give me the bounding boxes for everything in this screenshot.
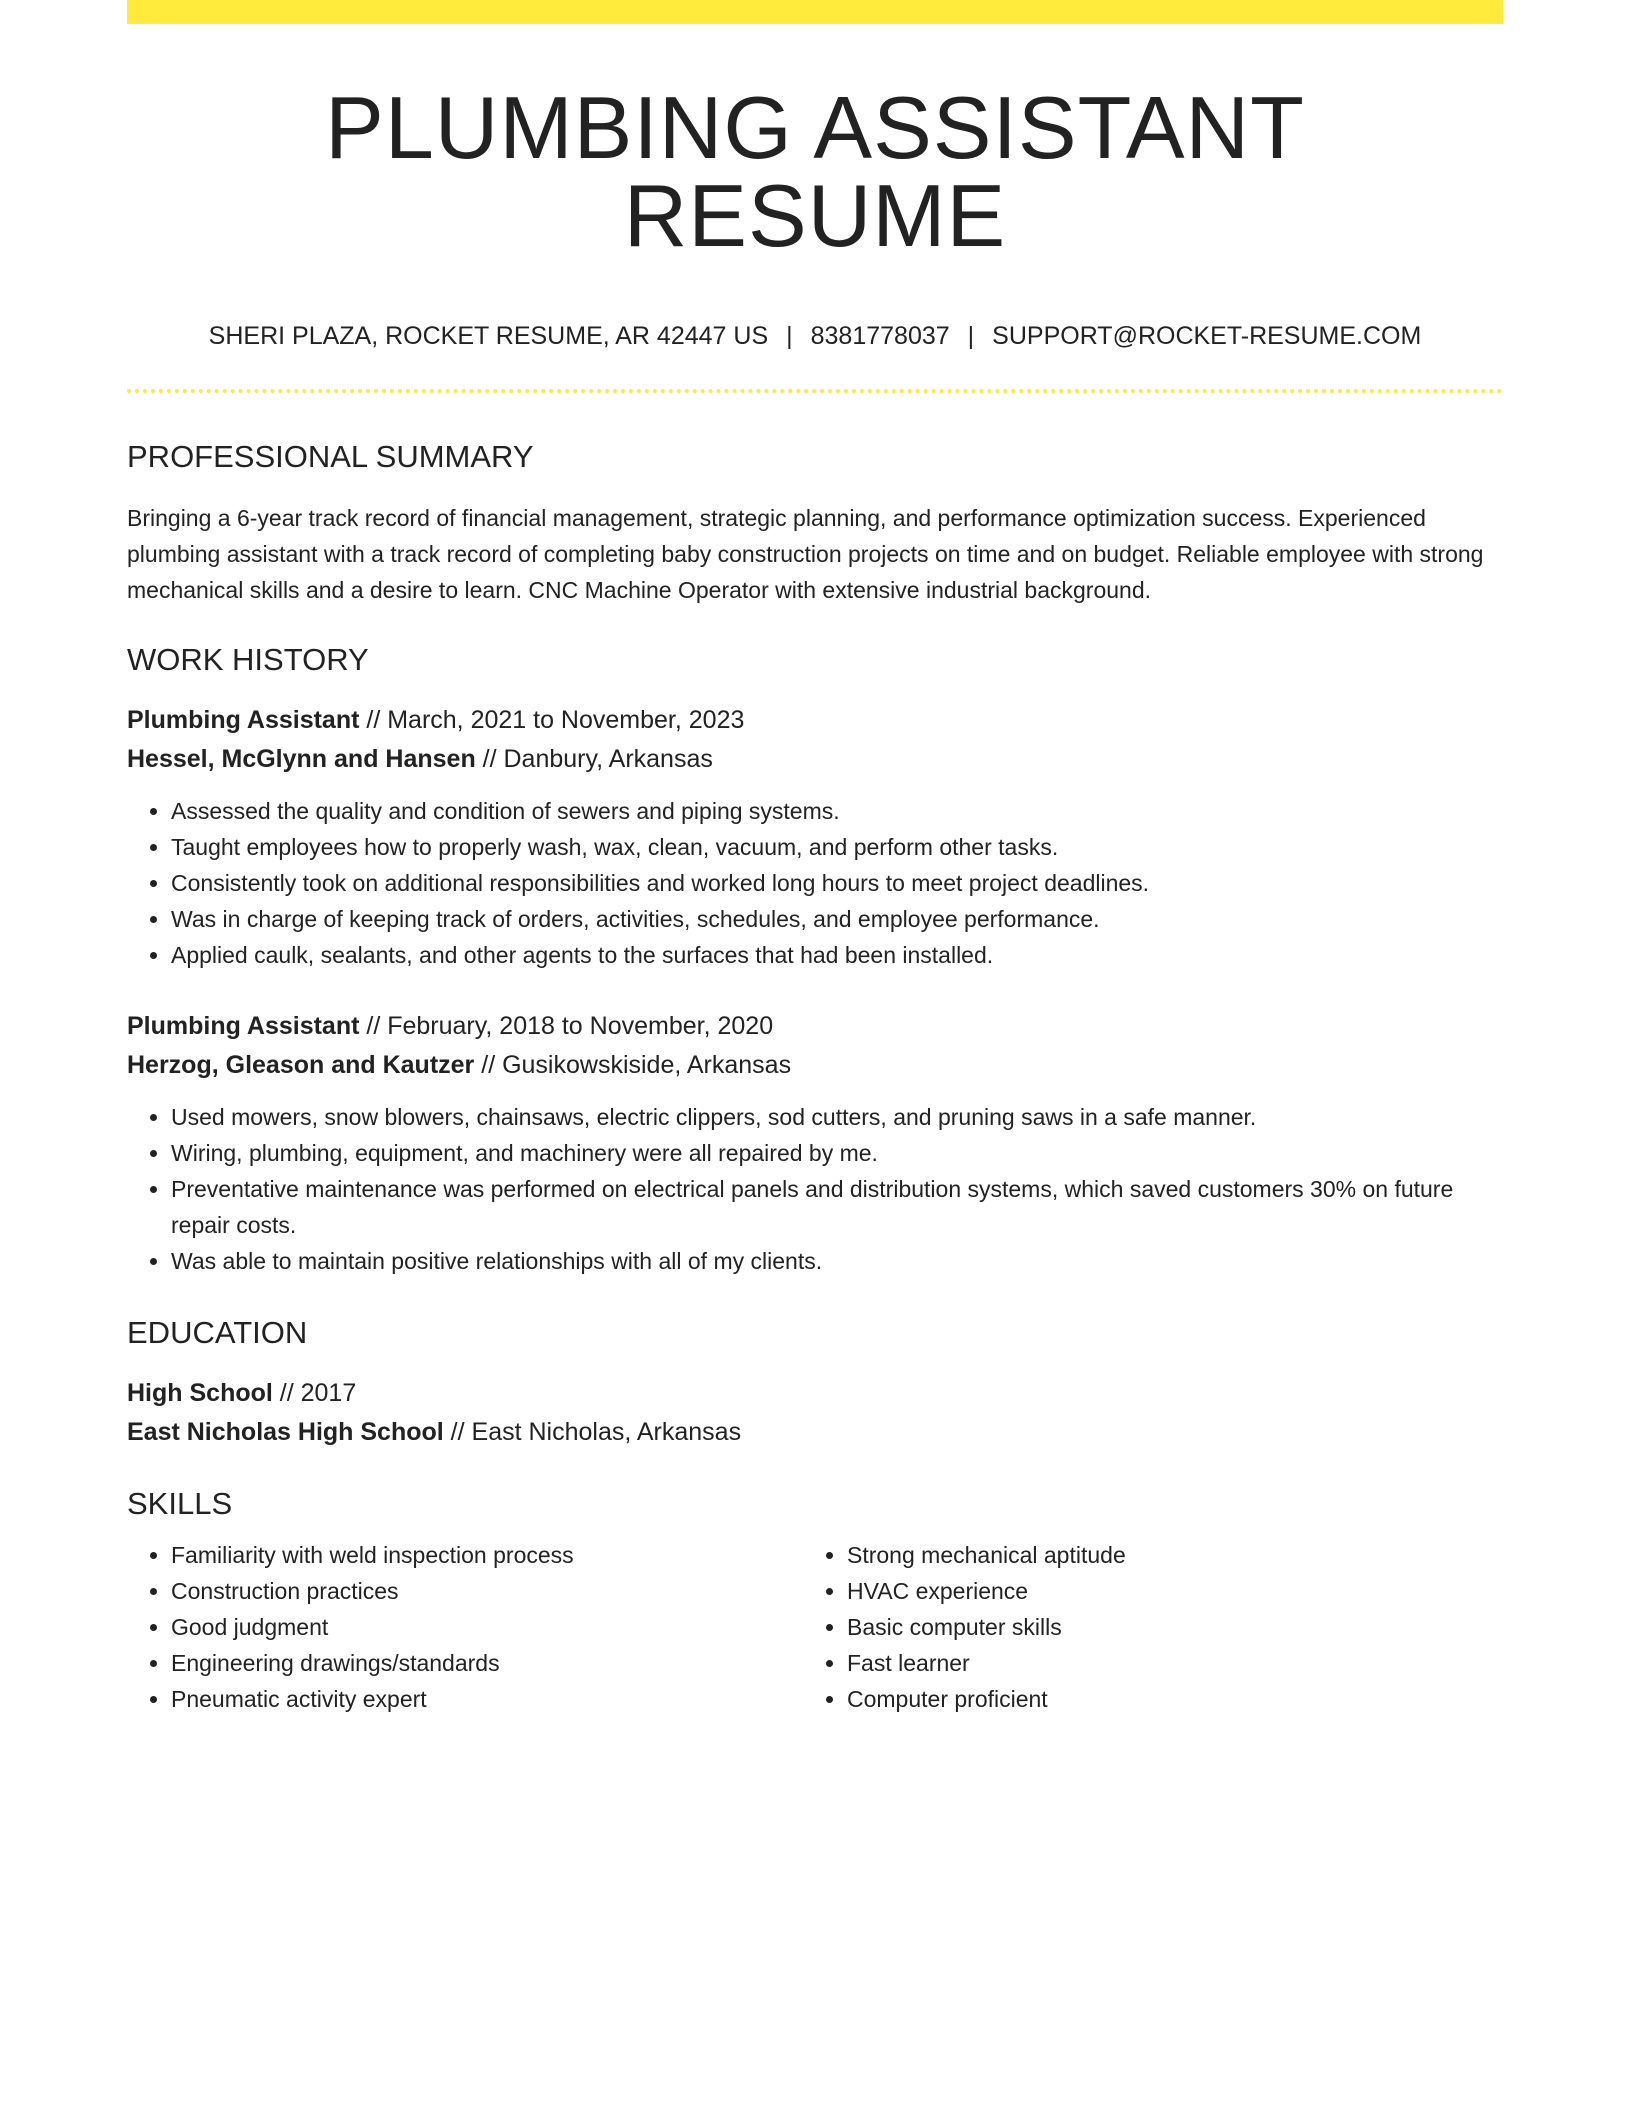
skills-right-list [803, 1537, 1479, 1717]
education-year: // 2017 [272, 1379, 357, 1407]
list-item: • HVAC experience [847, 1573, 1479, 1609]
list-item: • Computer proficient [847, 1681, 1479, 1717]
contact-phone: 8381778037 [810, 322, 950, 350]
education-school-line [127, 1413, 1503, 1452]
list-item: • Familiarity with weld inspection process [171, 1537, 803, 1573]
education-degree-line [127, 1374, 1503, 1413]
education-entry [127, 1374, 1503, 1452]
job-bullets [127, 1099, 1503, 1279]
job-title-line [127, 701, 1503, 740]
job-bullets [127, 793, 1503, 973]
contact-separator: | [786, 322, 793, 350]
job-location: // Danbury, Arkansas [475, 745, 713, 773]
header-divider [127, 389, 1503, 393]
job-dates: // February, 2018 to November, 2020 [359, 1012, 774, 1040]
resume-page [127, 0, 1503, 1717]
job-entry [127, 1007, 1503, 1279]
job-company: Hessel, McGlynn and Hansen [127, 745, 476, 773]
contact-email: SUPPORT@ROCKET-RESUME.COM [992, 322, 1422, 350]
list-item: • Applied caulk, sealants, and other agents to the surfaces that had been installed. [171, 937, 1503, 973]
list-item: • Wiring, plumbing, equipment, and machinery were all repaired by me. [171, 1135, 1503, 1171]
job-dates: // March, 2021 to November, 2023 [359, 706, 745, 734]
list-item: • Good judgment [171, 1609, 803, 1645]
skills-left-list [127, 1537, 803, 1717]
list-item: • Taught employees how to properly wash, wax, clean, vacuum, and perform other tasks. [171, 829, 1503, 865]
list-item: • Consistently took on additional responsibilities and worked long hours to meet project deadlines. [171, 865, 1503, 901]
list-item: • Was in charge of keeping track of orders, activities, schedules, and employee performance. [171, 901, 1503, 937]
list-item: • Strong mechanical aptitude [847, 1537, 1479, 1573]
job-entry [127, 701, 1503, 973]
summary-heading: PROFESSIONAL SUMMARY [127, 439, 534, 474]
job-company: Herzog, Gleason and Kautzer [127, 1051, 475, 1079]
summary-text: Bringing a 6-year track record of financial management, strategic planning, and performance optimization success. Experienced plumbing assistant with a track record of completing baby construction projects on time and on budget. Reliable employee with strong mechanical skills and a desire to learn. CNC Machine Operator with extensive industrial background. [127, 505, 1484, 603]
job-title: Plumbing Assistant [127, 706, 360, 734]
contact-address: SHERI PLAZA, ROCKET RESUME, AR 42447 US [208, 322, 769, 350]
job-company-line [127, 740, 1503, 779]
job-location: // Gusikowskiside, Arkansas [474, 1051, 792, 1079]
education-school: East Nicholas High School [127, 1418, 444, 1446]
education-heading: EDUCATION [127, 1315, 308, 1350]
list-item: • Assessed the quality and condition of sewers and piping systems. [171, 793, 1503, 829]
resume-title: PLUMBING ASSISTANT RESUME [325, 78, 1305, 265]
skills-heading: SKILLS [127, 1486, 233, 1521]
skills-columns [127, 1537, 1503, 1717]
job-title: Plumbing Assistant [127, 1012, 360, 1040]
list-item: • Pneumatic activity expert [171, 1681, 803, 1717]
list-item: • Construction practices [171, 1573, 803, 1609]
list-item: • Fast learner [847, 1645, 1479, 1681]
list-item: • Basic computer skills [847, 1609, 1479, 1645]
job-company-line [127, 1046, 1503, 1085]
list-item: • Used mowers, snow blowers, chainsaws, electric clippers, sod cutters, and pruning saws in a safe manner. [171, 1099, 1503, 1135]
accent-top-bar [127, 0, 1503, 24]
education-location: // East Nicholas, Arkansas [443, 1418, 742, 1446]
contact-line [127, 324, 1503, 349]
list-item: • Was able to maintain positive relationships with all of my clients. [171, 1243, 1503, 1279]
job-title-line [127, 1007, 1503, 1046]
list-item: • Preventative maintenance was performed on electrical panels and distribution systems, which saved customers 30% on future repair costs. [171, 1171, 1503, 1243]
education-degree: High School [127, 1379, 273, 1407]
list-item: • Engineering drawings/standards [171, 1645, 803, 1681]
work-history-heading: WORK HISTORY [127, 642, 369, 677]
contact-separator: | [967, 322, 975, 350]
